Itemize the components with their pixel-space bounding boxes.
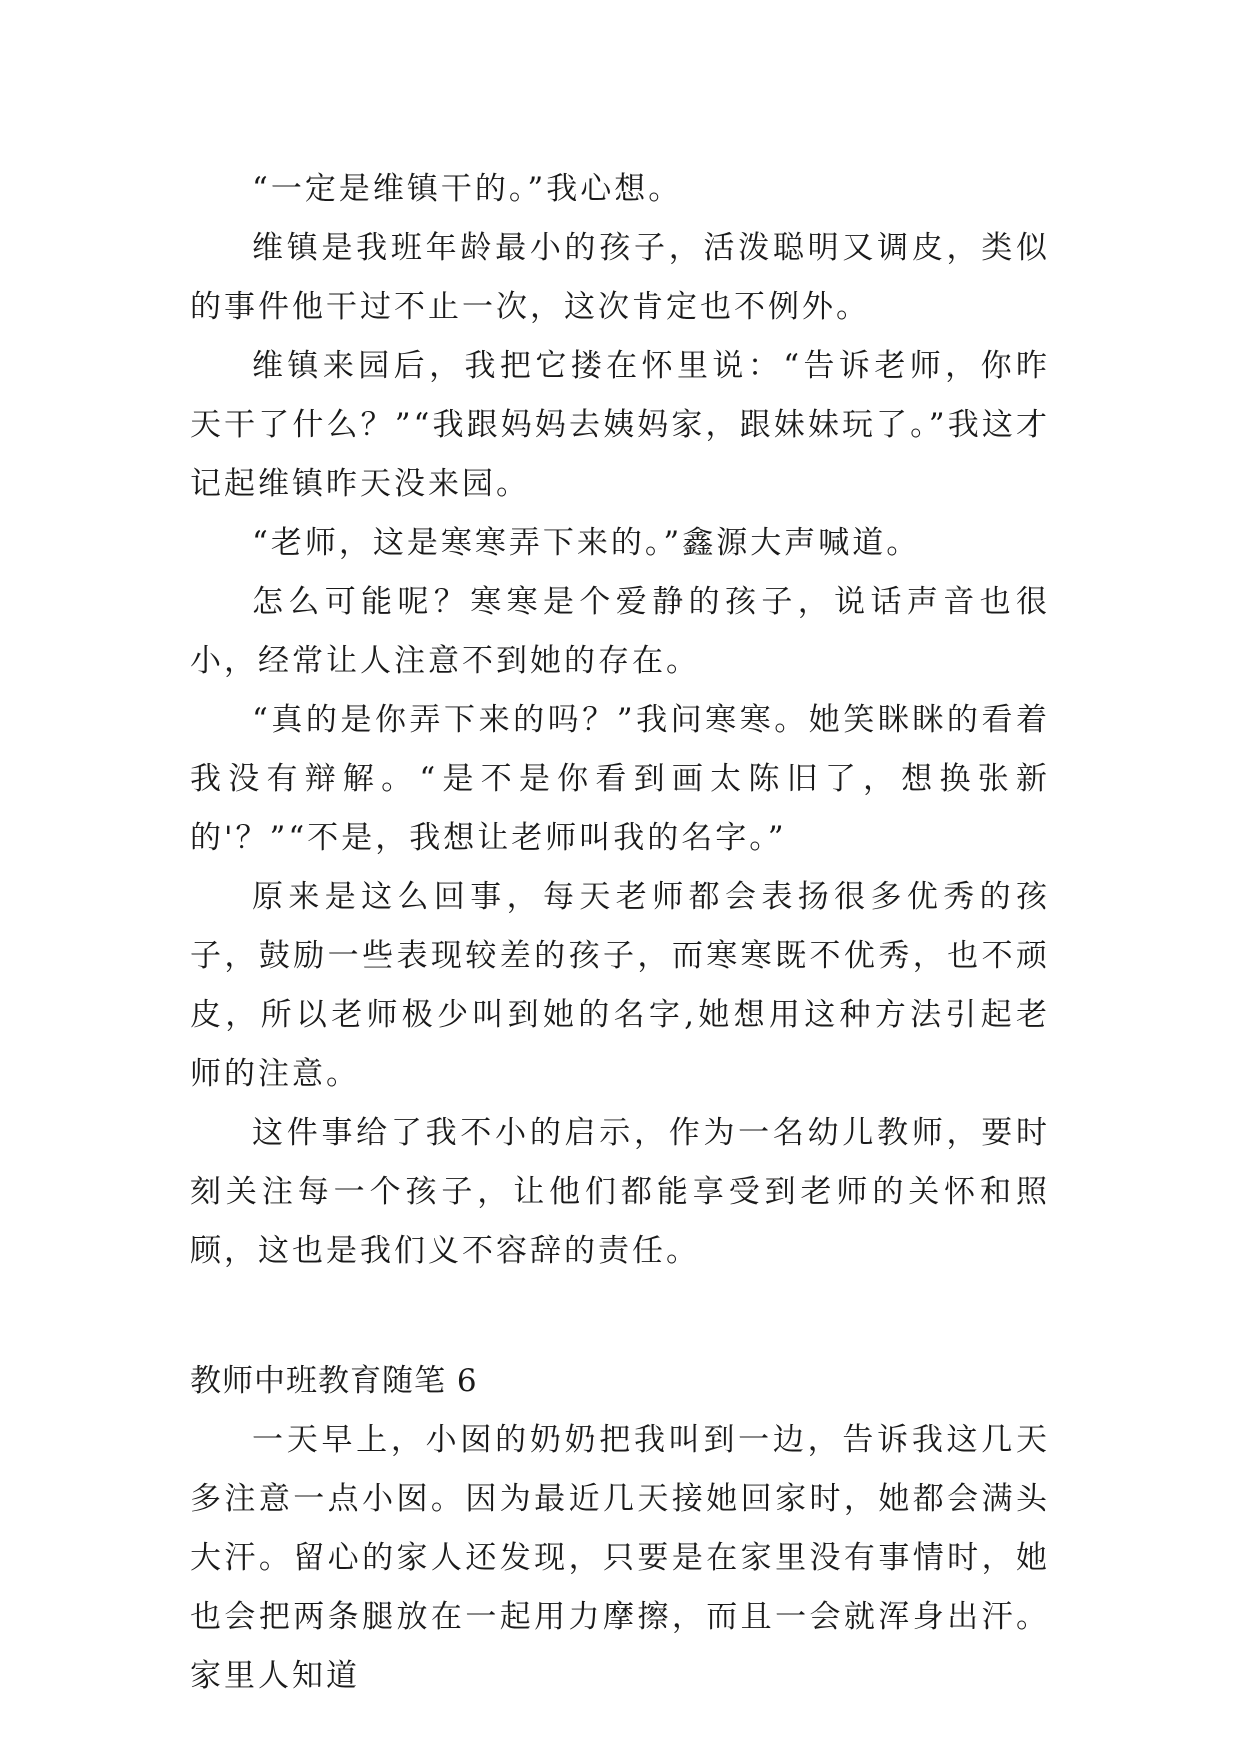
paragraph: “一定是维镇干的。”我心想。 [252,171,683,207]
paragraph: 这件事给了我不小的启示，作为一名幼儿教师，要时刻关注每一个孩子，让他们都能享受到老师的关怀和照顾，这也是我们义不容辞的责任。 [190,1115,1050,1269]
section-heading: 教师中班教育随笔 6 [190,1363,478,1399]
paragraph: “真的是你弄下来的吗？”我问寒寒。她笑眯眯的看着我没有辩解。“是不是你看到画太陈旧了，想换张新的'？”“不是，我想让老师叫我的名字。” [190,702,1050,856]
paragraph: “老师，这是寒寒弄下来的。”鑫源大声喊道。 [252,525,921,561]
paragraph: 维镇来园后，我把它搂在怀里说：“告诉老师，你昨天干了什么？”“我跟妈妈去姨妈家，跟妹妹玩了。”我这才记起维镇昨天没来园。 [190,348,1050,502]
document-body [190,160,1050,1706]
paragraph: 原来是这么回事，每天老师都会表扬很多优秀的孩子，鼓励一些表现较差的孩子，而寒寒既不优秀，也不顽皮，所以老师极少叫到她的名字,她想用这种方法引起老师的注意。 [190,879,1050,1092]
paragraph: 一天早上，小囡的奶奶把我叫到一边，告诉我这几天多注意一点小囡。因为最近几天接她回家时，她都会满头大汗。留心的家人还发现，只要是在家里没有事情时，她也会把两条腿放在一起用力摩擦，而且一会就浑身出汗。家里人知道 [190,1422,1050,1694]
paragraph: 维镇是我班年龄最小的孩子，活泼聪明又调皮，类似的事件他干过不止一次，这次肯定也不例外。 [190,230,1050,325]
paragraph: 怎么可能呢？寒寒是个爱静的孩子，说话声音也很小，经常让人注意不到她的存在。 [190,584,1050,679]
